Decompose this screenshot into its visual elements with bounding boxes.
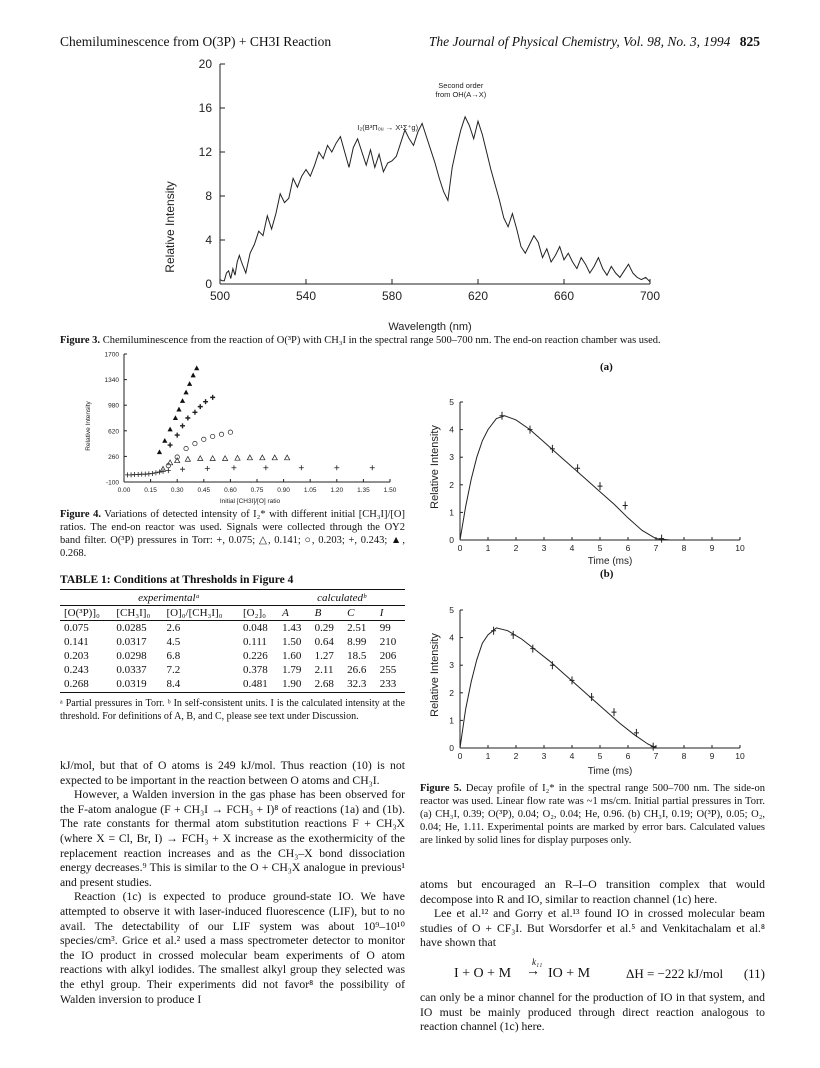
figure-4-caption-text: Variations of detected intensity of I₂* with different initial [CH₃I]/[O] ratios. The end-on reactor was used. Signals were collected through the OY2 band filter. O(³P) pressures in Torr: +, 0.075; △, 0.141; ○, 0.203; +, 0.243; ▲, 0.268. <box>60 509 405 559</box>
table-cell: 0.048 <box>243 622 268 634</box>
f5a-x-tick-label: 7 <box>653 543 659 553</box>
table-1-group-calculated: calculatedᵇ <box>278 591 405 606</box>
figure-4-triangle-open-marker <box>247 455 252 460</box>
figure-3-x-tick-label: 620 <box>467 289 489 303</box>
figure-4-x-tick-label: 0.90 <box>277 487 290 494</box>
table-cell: 210 <box>379 636 397 648</box>
figure-3-x-tick-label: 500 <box>209 289 231 303</box>
figure-3-y-tick-label: 0 <box>205 277 212 291</box>
figure-4-markers <box>125 365 375 477</box>
figure-4-triangle-open-marker <box>198 456 203 461</box>
table-1-rows <box>60 621 405 692</box>
figure-4-y-tick-label: 1700 <box>104 351 119 359</box>
equation-enthalpy: ΔH = −222 kJ/mol <box>626 965 724 981</box>
table-cell: 0.0317 <box>116 636 147 648</box>
figure-4-y-tick-label: -100 <box>105 479 119 487</box>
figure-4-caption-label: Figure 4. <box>60 509 101 520</box>
table-cell: 0.268 <box>64 678 89 690</box>
figure-4-triangle-filled-marker <box>194 365 199 370</box>
f5b-y-tick-label: 1 <box>449 715 454 726</box>
figure-5-caption <box>420 782 765 847</box>
table-cell: 26.6 <box>347 664 367 676</box>
figure-4-plus-marker <box>150 471 155 476</box>
f5b-y-tick-label: 5 <box>449 605 454 615</box>
figure-5a-points <box>500 412 665 543</box>
table-cell: 0.29 <box>314 622 334 634</box>
figure-4-x-tick-label: 1.05 <box>303 487 317 494</box>
figure-4-triangle-open-marker <box>222 456 227 461</box>
table-1-footnote: ᵃ Partial pressures in Torr. ᵇ In self-consistent units. I is the calculated intensity at the threshold. For definitions of A, B, and C, please see text under Discussion. <box>60 698 405 722</box>
f5b-error-bar-point <box>612 708 617 716</box>
figure-4-x-tick-label: 0.45 <box>197 487 211 494</box>
figure-4-y-tick-label: 260 <box>108 453 119 461</box>
figure-4-triangle-filled-marker <box>183 390 188 395</box>
figure-3-x-tick-label: 580 <box>381 289 403 303</box>
figure-5b-label: (b) <box>600 568 614 580</box>
f5a-x-tick-label: 3 <box>541 543 547 553</box>
table-cell: 8.99 <box>347 636 367 648</box>
f5a-x-tick-label: 1 <box>485 543 491 553</box>
figure-5b-chart <box>420 580 765 780</box>
figure-4-plus-marker <box>180 423 185 428</box>
table-cell: 0.226 <box>243 650 268 662</box>
figure-5b-fit-curve <box>460 628 656 748</box>
table-cell: 1.27 <box>314 650 334 662</box>
figure-4-xlabel: Initial [CH3I]/[O] ratio <box>219 498 281 505</box>
figure-4-plus-marker <box>192 410 197 415</box>
figure-4-circle-marker <box>228 430 232 434</box>
figure-4-circle-marker <box>166 463 170 467</box>
figure-4-y-tick-label: 980 <box>108 402 119 410</box>
f5a-x-tick-label: 6 <box>625 543 631 553</box>
f5b-y-tick-label: 3 <box>449 660 454 671</box>
table-cell: 2.51 <box>347 622 367 634</box>
figure-3-x-tick-label: 660 <box>553 289 575 303</box>
table-row <box>60 635 405 649</box>
figure-3-spectrum-line <box>220 117 650 282</box>
table-cell: 233 <box>379 678 397 690</box>
figure-4-x-tick-label: 0.60 <box>224 487 237 494</box>
paragraph: Reaction (1c) is expected to produce ground-state IO. We have attempted to observe it with laser-induced fluorescence (LIF), but to no avail. The detectability of our LIF system was about 10⁹–10¹⁰ species/cm³. Grice et al.² used a mass spectrometer detector to monitor the IO product in crossed molecular beam experiments of O atom reactions with alkyl iodides. The smallest alkyl group they selected was the ethyl group. Their experiments did not favor⁸ the possibility of Walden inversion to produce I <box>60 890 405 1006</box>
table-row <box>60 677 405 691</box>
f5b-x-tick-label: 7 <box>653 751 659 761</box>
f5a-x-tick-label: 0 <box>457 543 463 553</box>
table-cell: 99 <box>379 622 391 634</box>
table-cell: 0.378 <box>243 664 268 676</box>
table-1-header-cell: [O(³P)]₀ <box>64 607 100 619</box>
table-1 <box>60 574 405 723</box>
f5b-x-tick-label: 2 <box>513 751 519 761</box>
figure-4-triangle-filled-marker <box>157 449 162 454</box>
f5a-error-bar-point <box>598 482 603 490</box>
figure-4-caption <box>60 508 405 560</box>
f5a-error-bar-point <box>623 502 628 510</box>
equation-rhs: IO + M <box>548 965 591 981</box>
figure-4-plus-marker <box>203 399 208 404</box>
equation-11 <box>420 955 765 989</box>
figure-4-y-tick-label: 620 <box>108 428 119 436</box>
table-row <box>60 663 405 677</box>
equation-rate-constant: k₁₁ <box>532 956 543 967</box>
figure-4-triangle-filled-marker <box>187 381 192 386</box>
equation-number: (11) <box>743 965 765 981</box>
f5a-x-tick-label: 8 <box>681 543 687 553</box>
right-column-text <box>420 878 765 1035</box>
f5a-x-tick-label: 2 <box>513 543 519 553</box>
f5b-error-bar-point <box>651 743 656 751</box>
equation-lhs: I + O + M <box>454 965 512 981</box>
f5a-x-tick-label: 5 <box>597 543 603 553</box>
table-cell: 7.2 <box>166 664 181 676</box>
f5a-y-tick-label: 5 <box>449 397 454 407</box>
figure-3-annotation: Second order <box>438 81 484 91</box>
table-cell: 0.111 <box>243 636 267 648</box>
f5b-x-tick-label: 8 <box>681 751 687 761</box>
table-cell: 0.203 <box>64 650 89 662</box>
f5b-x-tick-label: 9 <box>709 751 715 761</box>
f5a-error-bar-point <box>500 412 505 420</box>
table-1-group-experimental: experimentalᵃ <box>60 591 278 606</box>
figure-3-y-tick-label: 20 <box>198 57 212 71</box>
f5a-y-tick-label: 1 <box>449 507 454 518</box>
figure-4-y-tick-label: 1340 <box>104 377 119 385</box>
table-cell: 0.243 <box>64 664 89 676</box>
table-cell: 0.0337 <box>116 664 147 676</box>
f5a-error-bar-point <box>575 464 580 472</box>
table-1-header-cell: C <box>347 607 355 619</box>
figure-4-plus-marker <box>168 443 173 448</box>
table-1-header-cell: B <box>314 607 322 619</box>
figure-4-ticks <box>105 352 397 495</box>
figure-4-plus-marker <box>231 465 236 470</box>
figure-5a-label: (a) <box>600 361 613 373</box>
table-1-header-cell: [CH₃I]₀ <box>116 607 151 619</box>
table-1-header-cell: [O]₀/[CH₃I]₀ <box>166 607 223 619</box>
table-cell: 0.075 <box>64 622 89 634</box>
figure-5a-ticks <box>449 397 745 553</box>
figure-4-triangle-filled-marker <box>191 373 196 378</box>
table-cell: 18.5 <box>347 650 367 662</box>
f5b-error-bar-point <box>511 631 516 639</box>
table-1-header-cell: A <box>282 607 289 619</box>
figure-3-x-tick-label: 540 <box>295 289 317 303</box>
figure-4-circle-marker <box>184 446 188 450</box>
table-cell: 1.79 <box>282 664 302 676</box>
figure-4-ylabel: Relative Intensity <box>85 401 92 451</box>
figure-4-triangle-open-marker <box>260 455 265 460</box>
table-cell: 1.43 <box>282 622 302 634</box>
figure-4-triangle-filled-marker <box>162 438 167 443</box>
figure-4-plus-marker <box>205 466 210 471</box>
journal-citation: The Journal of Physical Chemistry, Vol. 98, No. 3, 1994 <box>428 34 731 49</box>
figure-5a-chart <box>420 372 765 572</box>
figure-4-plus-marker <box>175 433 180 438</box>
figure-5-caption-text: Decay profile of I₂* in the spectral range 500–700 nm. The side-on reactor was used. Linear flow rate was ~1 ms/cm. Initial partial pressures in Torr. (a) CH₃I, 0.39; O(³P), 0.04; O₂, 0.04; He, 0.96. (b) CH₃I, 0.19; O(³P), 0.05; O₂, 0.04; He, 1.11. Experimental points are marked by error bars. Calculated values are linked by solid lines for display purposes only. <box>420 783 765 846</box>
table-1-header-cell: I <box>379 607 384 619</box>
table-cell: 0.141 <box>64 636 89 648</box>
figure-3-caption-text: Chemiluminescence from the reaction of O(³P) with CH₃I in the spectral range 500–700 nm. The end-on reaction chamber was used. <box>102 335 661 346</box>
paragraph: atoms but encouraged an R–I–O transition complex that would decompose into R and IO, similar to reaction channel (1c) here. <box>420 878 765 906</box>
f5b-x-tick-label: 0 <box>457 751 463 761</box>
figure-3-annotation: from OH(A→X) <box>435 90 487 99</box>
paragraph: However, a Walden inversion in the gas phase has been observed for the F-atom analogue (F + CH₃I → FCH₃ + I)⁸ of reactions (1a) and (1b). The rate constants for thermal atom substitution reactions F + CH₃X (where X = Cl, Br, I) → FCH₃ + X increase as the exothermicity of the replacement reaction increases and as the CH₃–X bond dissociation energy decreases.⁹ This is similar to the O + CH₃X analogue in previous¹ and present studies. <box>60 788 405 889</box>
table-cell: 6.8 <box>166 650 181 662</box>
f5a-x-tick-label: 4 <box>569 543 575 553</box>
f5b-y-tick-label: 0 <box>449 743 454 753</box>
figure-4-x-tick-label: 1.20 <box>330 487 344 494</box>
f5b-x-tick-label: 3 <box>541 751 547 761</box>
figure-4-triangle-filled-marker <box>180 398 185 403</box>
figure-4-plus-marker <box>166 468 171 473</box>
table-1-body <box>60 589 405 693</box>
f5b-x-tick-label: 5 <box>597 751 603 761</box>
f5b-x-tick-label: 4 <box>569 751 575 761</box>
paragraph: kJ/mol, but that of O atoms is 249 kJ/mol. Thus reaction (10) is not expected to be important in the reaction between O atoms and CH₃I. <box>60 759 405 787</box>
figure-3-y-tick-label: 16 <box>198 101 212 115</box>
figure-4-triangle-filled-marker <box>168 427 173 432</box>
figure-3-chart <box>130 52 690 334</box>
table-cell: 1.50 <box>282 636 302 648</box>
running-header-left: Chemiluminescence from O(3P) + CH3I Reaction <box>60 34 332 49</box>
figure-4-circle-marker <box>175 455 179 459</box>
table-cell: 0.64 <box>314 636 334 648</box>
paragraph: Lee et al.¹² and Gorry et al.¹³ found IO in crossed molecular beam studies of O + CF₃I. But Worsdorfer et al.⁵ and Venkitachalam et al.⁸ have shown that <box>420 907 765 950</box>
figure-3-y-tick-label: 8 <box>205 189 212 203</box>
figure-4-plus-marker <box>185 416 190 421</box>
figure-4-triangle-filled-marker <box>173 415 178 420</box>
figure-5b-axes <box>460 610 740 748</box>
table-cell: 0.0319 <box>116 678 147 690</box>
f5a-y-tick-label: 4 <box>449 424 454 435</box>
figure-4-circle-marker <box>210 434 214 438</box>
equation-arrow: → <box>526 963 540 979</box>
f5b-error-bar-point <box>634 729 639 737</box>
f5a-y-tick-label: 2 <box>449 479 454 490</box>
figure-3-y-tick-label: 4 <box>205 233 212 247</box>
paragraph: can only be a minor channel for the production of IO in that system, and IO must be mainly produced through direct reaction analogous to reaction channel (1c) here. <box>420 990 765 1034</box>
table-cell: 2.11 <box>314 664 334 676</box>
table-1-header-row <box>60 606 405 621</box>
table-row <box>60 621 405 636</box>
table-1-grid <box>60 591 405 691</box>
figure-4-circle-marker <box>219 432 223 436</box>
figure-4-triangle-open-marker <box>185 456 190 461</box>
figure-4-plus-marker <box>198 404 203 409</box>
figure-3-x-tick-label: 700 <box>639 289 661 303</box>
figure-4-triangle-open-marker <box>272 455 277 460</box>
figure-4-plus-marker <box>334 465 339 470</box>
f5b-error-bar-point <box>570 676 575 684</box>
figure-4-triangle-filled-marker <box>176 407 181 412</box>
figure-5a-xlabel: Time (ms) <box>587 556 633 567</box>
figure-4-plus-marker <box>180 467 185 472</box>
table-cell: 255 <box>379 664 397 676</box>
table-cell: 2.68 <box>314 678 334 690</box>
f5b-x-tick-label: 10 <box>735 751 745 761</box>
table-cell: 0.0298 <box>116 650 147 662</box>
f5a-error-bar-point <box>659 535 664 543</box>
table-1-header-cell: [O₂]₀ <box>243 607 266 619</box>
figure-4-x-tick-label: 0.00 <box>117 487 131 494</box>
f5b-x-tick-label: 6 <box>625 751 631 761</box>
figure-4-circle-marker <box>193 441 197 445</box>
figure-4-plus-marker <box>210 395 215 400</box>
table-cell: 8.4 <box>166 678 181 690</box>
figure-4-chart <box>60 346 405 506</box>
figure-4-plus-marker <box>263 465 268 470</box>
figure-4-x-tick-label: 0.75 <box>250 487 264 494</box>
table-cell: 1.60 <box>282 650 302 662</box>
table-cell: 206 <box>379 650 397 662</box>
figure-4-circle-marker <box>202 437 206 441</box>
figure-5a-axes <box>460 402 740 540</box>
figure-4-plus-marker <box>299 465 304 470</box>
figure-5a-fit-curve <box>460 416 670 540</box>
f5a-x-tick-label: 10 <box>735 543 745 553</box>
figure-5a-ylabel: Relative Intensity <box>429 425 441 509</box>
figure-3-y-tick-label: 12 <box>198 145 212 159</box>
f5a-y-tick-label: 0 <box>449 535 454 545</box>
figure-5b-ylabel: Relative Intensity <box>429 633 441 717</box>
figure-4-x-tick-label: 0.15 <box>144 487 157 494</box>
table-cell: 32.3 <box>347 678 367 690</box>
figure-3-ylabel: Relative Intensity <box>163 181 177 273</box>
figure-4-triangle-open-marker <box>210 456 215 461</box>
figure-5b-xlabel: Time (ms) <box>587 766 633 777</box>
figure-4-x-tick-label: 1.35 <box>357 487 370 494</box>
figure-4-x-tick-label: 0.30 <box>170 487 184 494</box>
table-cell: 1.90 <box>282 678 302 690</box>
table-cell: 4.5 <box>166 636 181 648</box>
f5a-error-bar-point <box>528 426 533 434</box>
figure-4-plus-marker <box>153 470 158 475</box>
figure-4-x-tick-label: 1.50 <box>383 487 397 494</box>
table-cell: 0.481 <box>243 678 268 690</box>
f5a-error-bar-point <box>550 445 555 453</box>
table-1-title: TABLE 1: Conditions at Thresholds in Figure 4 <box>60 574 294 586</box>
figure-3-xlabel: Wavelength (nm) <box>388 321 472 333</box>
f5b-y-tick-label: 2 <box>449 687 454 698</box>
table-cell: 0.0285 <box>116 622 147 634</box>
table-row <box>60 649 405 663</box>
figure-4-triangle-open-marker <box>285 455 290 460</box>
figure-4-triangle-open-marker <box>235 455 240 460</box>
f5b-x-tick-label: 1 <box>485 751 491 761</box>
f5a-x-tick-label: 9 <box>709 543 715 553</box>
left-column-text <box>60 759 405 1007</box>
f5a-y-tick-label: 3 <box>449 452 454 463</box>
figure-3-annotation: I₂(B³Π₀ᵤ → X¹Σ⁺g) <box>357 123 419 132</box>
running-header-right <box>429 34 760 50</box>
figure-4-axes <box>124 354 390 482</box>
f5b-error-bar-point <box>491 627 496 635</box>
figure-4-plus-marker <box>370 465 375 470</box>
figure-5-caption-label: Figure 5. <box>420 783 462 794</box>
page-number: 825 <box>739 34 760 49</box>
table-cell: 2.6 <box>166 622 181 634</box>
f5b-y-tick-label: 4 <box>449 632 454 643</box>
figure-3-caption-label: Figure 3. <box>60 335 101 346</box>
figure-3-ticks <box>199 57 661 303</box>
